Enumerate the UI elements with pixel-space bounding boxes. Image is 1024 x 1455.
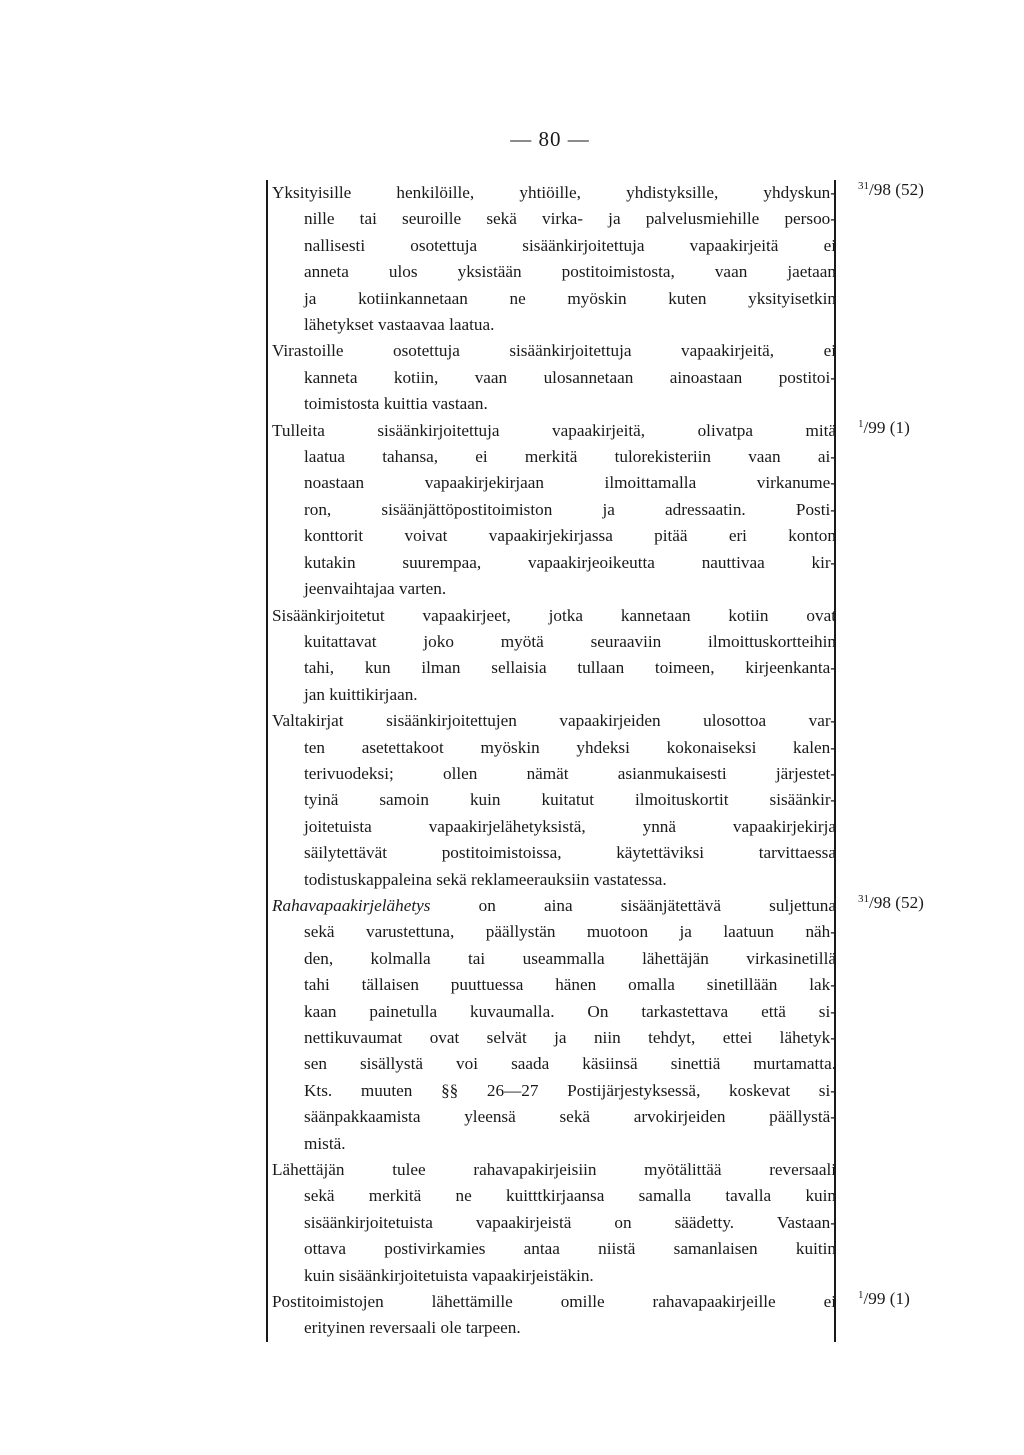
text-line: tyinä samoin kuin kuitatut ilmoituskortit sisäänkir- — [304, 790, 836, 810]
paragraph — [272, 338, 836, 417]
text-line: ten asetettakoot myöskin yhdeksi kokonaiseksi kalen- — [304, 737, 836, 757]
text-line: laatua tahansa, ei merkitä tulorekisteriin vaan ai- — [304, 447, 836, 467]
reference-superscript: 31 — [858, 180, 869, 192]
text-line: Sisäänkirjoitetut vapaakirjeet, jotka kannetaan kotiin ovat — [272, 605, 836, 625]
paragraph — [272, 603, 836, 709]
text-line: jan kuittikirjaan. — [304, 684, 418, 704]
text-line: terivuodeksi; ollen nämät asianmukaisesti järjestet- — [304, 763, 836, 783]
text-line: kuin sisäänkirjoitetuista vapaakirjeistäkin. — [304, 1265, 594, 1285]
paragraph — [272, 893, 836, 1157]
paragraph — [272, 708, 836, 893]
reference-superscript: 31 — [858, 893, 869, 905]
text-line: Virastoille osotettuja sisäänkirjoitettuja vapaakirjeitä, ei — [272, 341, 836, 361]
text-fragment: on aina sisäänjätettävä suljettuna — [430, 895, 836, 915]
page-number: — 80 — — [510, 127, 590, 151]
text-line: den, kolmalla tai useammalla lähettäjän virkasinetillä — [304, 948, 836, 968]
text-line: mistä. — [304, 1133, 346, 1153]
margin-reference — [858, 418, 910, 438]
margin-reference — [858, 1289, 910, 1309]
body-text — [272, 180, 836, 1342]
italic-term: Rahavapaakirjelähetys — [272, 895, 431, 915]
text-line: Lähettäjän tulee rahavapakirjeisiin myötälittää reversaali — [272, 1160, 836, 1180]
text-line: konttorit voivat vapaakirjekirjassa pitää eri konton — [304, 526, 836, 546]
left-margin-rule — [266, 180, 268, 1342]
text-line: jeenvaihtajaa varten. — [304, 579, 447, 599]
text-line: kutakin suurempaa, vapaakirjeoikeutta nauttivaa kir- — [304, 552, 836, 572]
text-line: sisäänkirjoitetuista vapaakirjeistä on säädetty. Vastaan- — [304, 1212, 836, 1232]
text-line: kuitattavat joko myötä seuraaviin ilmoittuskortteihin — [304, 631, 836, 651]
text-line: noastaan vapaakirjekirjaan ilmoittamalla virkanume- — [304, 473, 836, 493]
text-line: Tulleita sisäänkirjoitettuja vapaakirjeitä, olivatpa mitä — [272, 420, 836, 440]
reference-text: /99 (1) — [863, 418, 910, 437]
text-line: erityinen reversaali ole tarpeen. — [304, 1318, 521, 1338]
text-line: kanneta kotiin, vaan ulosannetaan ainoastaan postitoi- — [304, 367, 836, 387]
text-line: säänpakkaamista yleensä sekä arvokirjeiden päällystä- — [304, 1107, 836, 1127]
text-line: ja kotiinkannetaan ne myöskin kuten yksityisetkin — [304, 288, 836, 308]
reference-text: /98 (52) — [869, 893, 924, 912]
text-line: nettikuvaumat ovat selvät ja niin tehdyt, ettei lähetyk- — [304, 1028, 836, 1047]
text-line: Yksityisille henkilöille, yhtiöille, yhdistyksille, yhdyskun- — [272, 183, 836, 202]
text-line: nallisesti osotettuja sisäänkirjoitettuja vapaakirjeitä ei — [304, 235, 836, 255]
text-line: Valtakirjat sisäänkirjoitettujen vapaakirjeiden ulosottoa var- — [272, 711, 836, 731]
text-line: lähetykset vastaavaa laatua. — [304, 315, 495, 335]
text-line: tahi, kun ilman sellaisia tullaan toimeen, kirjeenkanta- — [304, 658, 836, 678]
reference-text: /98 (52) — [869, 180, 924, 199]
text-line: sekä varustettuna, päällystän muotoon ja laatuun näh- — [304, 922, 836, 942]
margin-reference — [858, 893, 924, 913]
text-line: anneta ulos yksistään postitoimistosta, vaan jaetaan — [304, 262, 836, 282]
text-line: ron, sisäänjättöpostitoimiston ja adressaatin. Posti- — [304, 499, 836, 519]
text-line — [272, 893, 836, 919]
text-line: tahi tällaisen puuttuessa hänen omalla sinetillään lak- — [304, 975, 836, 995]
margin-reference — [858, 180, 924, 200]
text-line: joitetuista vapaakirjelähetyksistä, ynnä vapaakirjekirja — [304, 816, 836, 836]
paragraph — [272, 1157, 836, 1289]
text-line: sen sisällystä voi saada käsiinsä sinettiä murtamatta. — [304, 1054, 836, 1074]
text-line: ottava postivirkamies antaa niistä samanlaisen kuitin — [304, 1239, 836, 1259]
paragraph — [272, 418, 836, 603]
text-line: Kts. muuten §§ 26—27 Postijärjestyksessä, koskevat si- — [304, 1080, 836, 1100]
text-line: toimistosta kuittia vastaan. — [304, 394, 488, 414]
reference-superscript: 1 — [858, 1289, 864, 1301]
text-line: todistuskappaleina sekä reklameerauksiin vastatessa. — [304, 869, 667, 889]
text-line: Postitoimistojen lähettämille omille rahavapaakirjeille ei — [272, 1292, 836, 1312]
paragraph — [272, 1289, 836, 1342]
reference-text: /99 (1) — [863, 1289, 910, 1308]
text-line: sekä merkitä ne kuitttkirjaansa samalla tavalla kuin — [304, 1186, 836, 1206]
text-line: säilytettävät postitoimistoissa, käytettäviksi tarvittaessa — [304, 843, 836, 863]
text-line: nille tai seuroille sekä virka- ja palvelusmiehille persoo- — [304, 209, 836, 229]
paragraph — [272, 180, 836, 338]
text-line: kaan painetulla kuvaumalla. On tarkastettava että si- — [304, 1001, 836, 1021]
reference-superscript: 1 — [858, 418, 864, 430]
